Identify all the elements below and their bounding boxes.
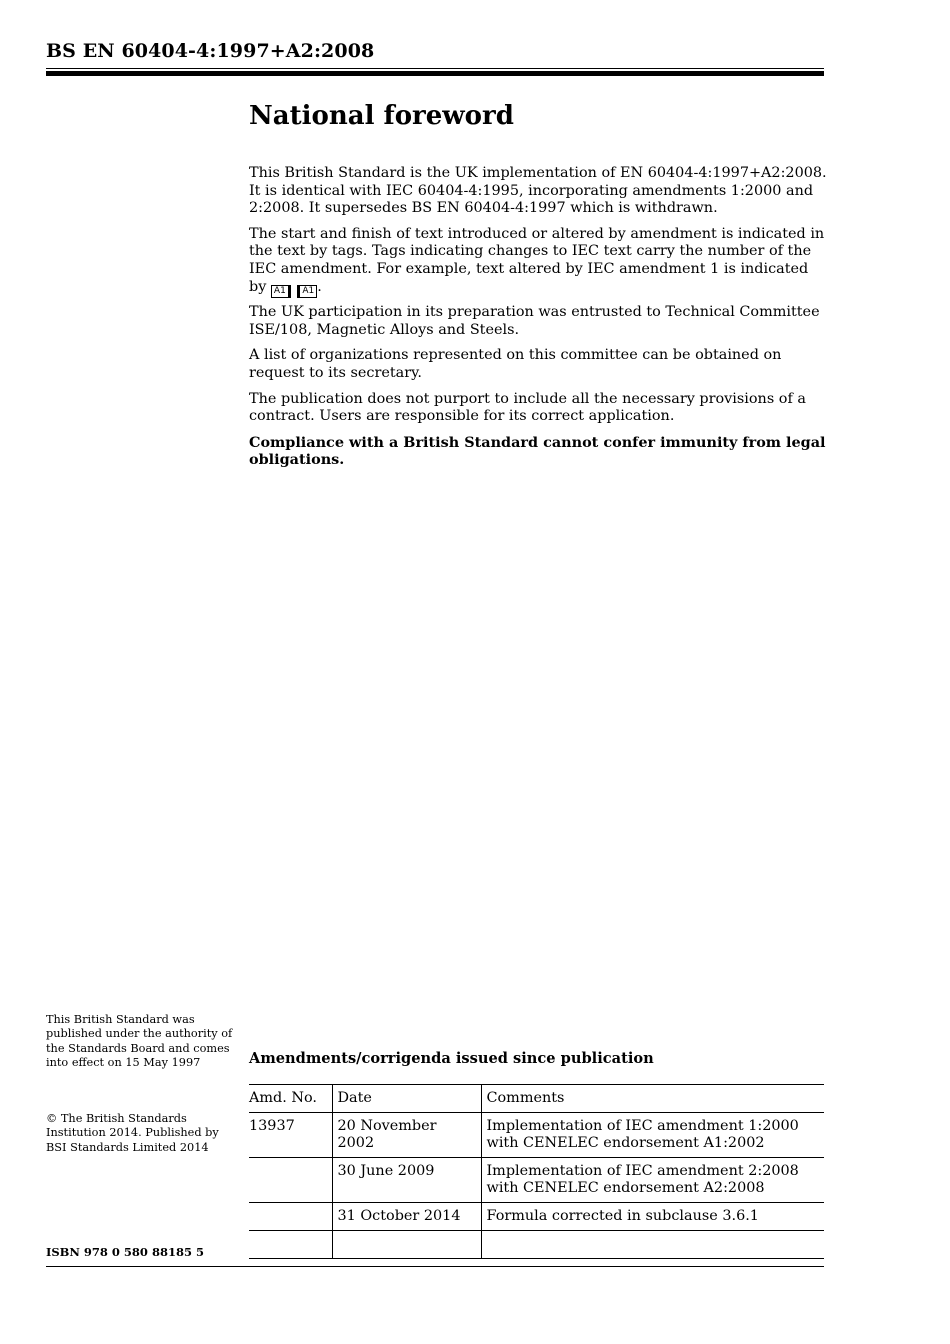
foreword-paragraph-organizations: A list of organizations represented on this committee can be obtained on request to its secretary. bbox=[249, 347, 782, 381]
table-row bbox=[249, 1231, 824, 1259]
table-header-row bbox=[249, 1085, 824, 1113]
table-row bbox=[249, 1113, 824, 1158]
column-header-date: Date bbox=[332, 1085, 481, 1113]
date-cell: 20 November 2002 bbox=[332, 1113, 481, 1158]
copyright-text: © The British Standards Institution 2014. Published by BSI Standards Limited 2014 bbox=[46, 1112, 219, 1154]
tags-explanation-text: The start and finish of text introduced or altered by amendment is indicated in the text by tags. Tags indicating changes to IEC text carry the number of the IEC amendment. For example, text altered by IEC amendment 1 is indicated by bbox=[249, 225, 825, 295]
foreword-paragraph-tags bbox=[249, 226, 829, 296]
isbn: ISBN 978 0 580 88185 5 bbox=[46, 1245, 204, 1259]
standard-id-header: BS EN 60404-4:1997+A2:2008 bbox=[46, 40, 375, 62]
foreword-body bbox=[249, 165, 829, 477]
foreword-paragraph-compliance: Compliance with a British Standard cannot confer immunity from legal obligations. bbox=[249, 433, 826, 469]
table-row bbox=[249, 1203, 824, 1231]
foreword-paragraph-committee: The UK participation in its preparation was entrusted to Technical Committee ISE/108, Magnetic Alloys and Steels. bbox=[249, 304, 820, 338]
header-rule-thick bbox=[46, 71, 824, 76]
comments-cell bbox=[481, 1231, 824, 1259]
amd-no-cell bbox=[249, 1231, 332, 1259]
publication-note bbox=[46, 1013, 236, 1071]
date-cell: 30 June 2009 bbox=[332, 1158, 481, 1203]
comments-cell: Formula corrected in subclause 3.6.1 bbox=[481, 1203, 824, 1231]
date-cell bbox=[332, 1231, 481, 1259]
amendments-table bbox=[249, 1084, 824, 1259]
foreword-paragraph-implementation: This British Standard is the UK implementation of EN 60404-4:1997+A2:2008. It is identical with IEC 60404-4:1995, incorporating amendments 1:2000 and 2:2008. It supersedes BS EN 60404-4:1997 which is withdrawn. bbox=[249, 165, 827, 217]
header-rule-thin bbox=[46, 68, 824, 69]
column-header-comments: Comments bbox=[481, 1085, 824, 1113]
date-cell: 31 October 2014 bbox=[332, 1203, 481, 1231]
amendment-tag-close-icon: A1 bbox=[297, 285, 317, 298]
tags-explanation-end: . bbox=[317, 278, 322, 295]
amendment-tag-open-icon: A1 bbox=[271, 285, 291, 298]
comments-cell: Implementation of IEC amendment 1:2000 with CENELEC endorsement A1:2002 bbox=[481, 1113, 824, 1158]
table-row bbox=[249, 1158, 824, 1203]
column-header-amd-no: Amd. No. bbox=[249, 1085, 332, 1113]
copyright-note bbox=[46, 1112, 236, 1155]
amendments-heading: Amendments/corrigenda issued since publication bbox=[249, 1050, 654, 1067]
page-title: National foreword bbox=[249, 101, 514, 131]
footer-rule bbox=[46, 1266, 824, 1267]
amd-no-cell bbox=[249, 1158, 332, 1203]
publication-note-text: This British Standard was published under the authority of the Standards Board and comes into effect on 15 May 1997 bbox=[46, 1013, 233, 1070]
amd-no-cell: 13937 bbox=[249, 1113, 332, 1158]
amd-no-cell bbox=[249, 1203, 332, 1231]
comments-cell: Implementation of IEC amendment 2:2008 with CENELEC endorsement A2:2008 bbox=[481, 1158, 824, 1203]
foreword-paragraph-provisions: The publication does not purport to include all the necessary provisions of a contract. Users are responsible for its correct application. bbox=[249, 390, 806, 425]
